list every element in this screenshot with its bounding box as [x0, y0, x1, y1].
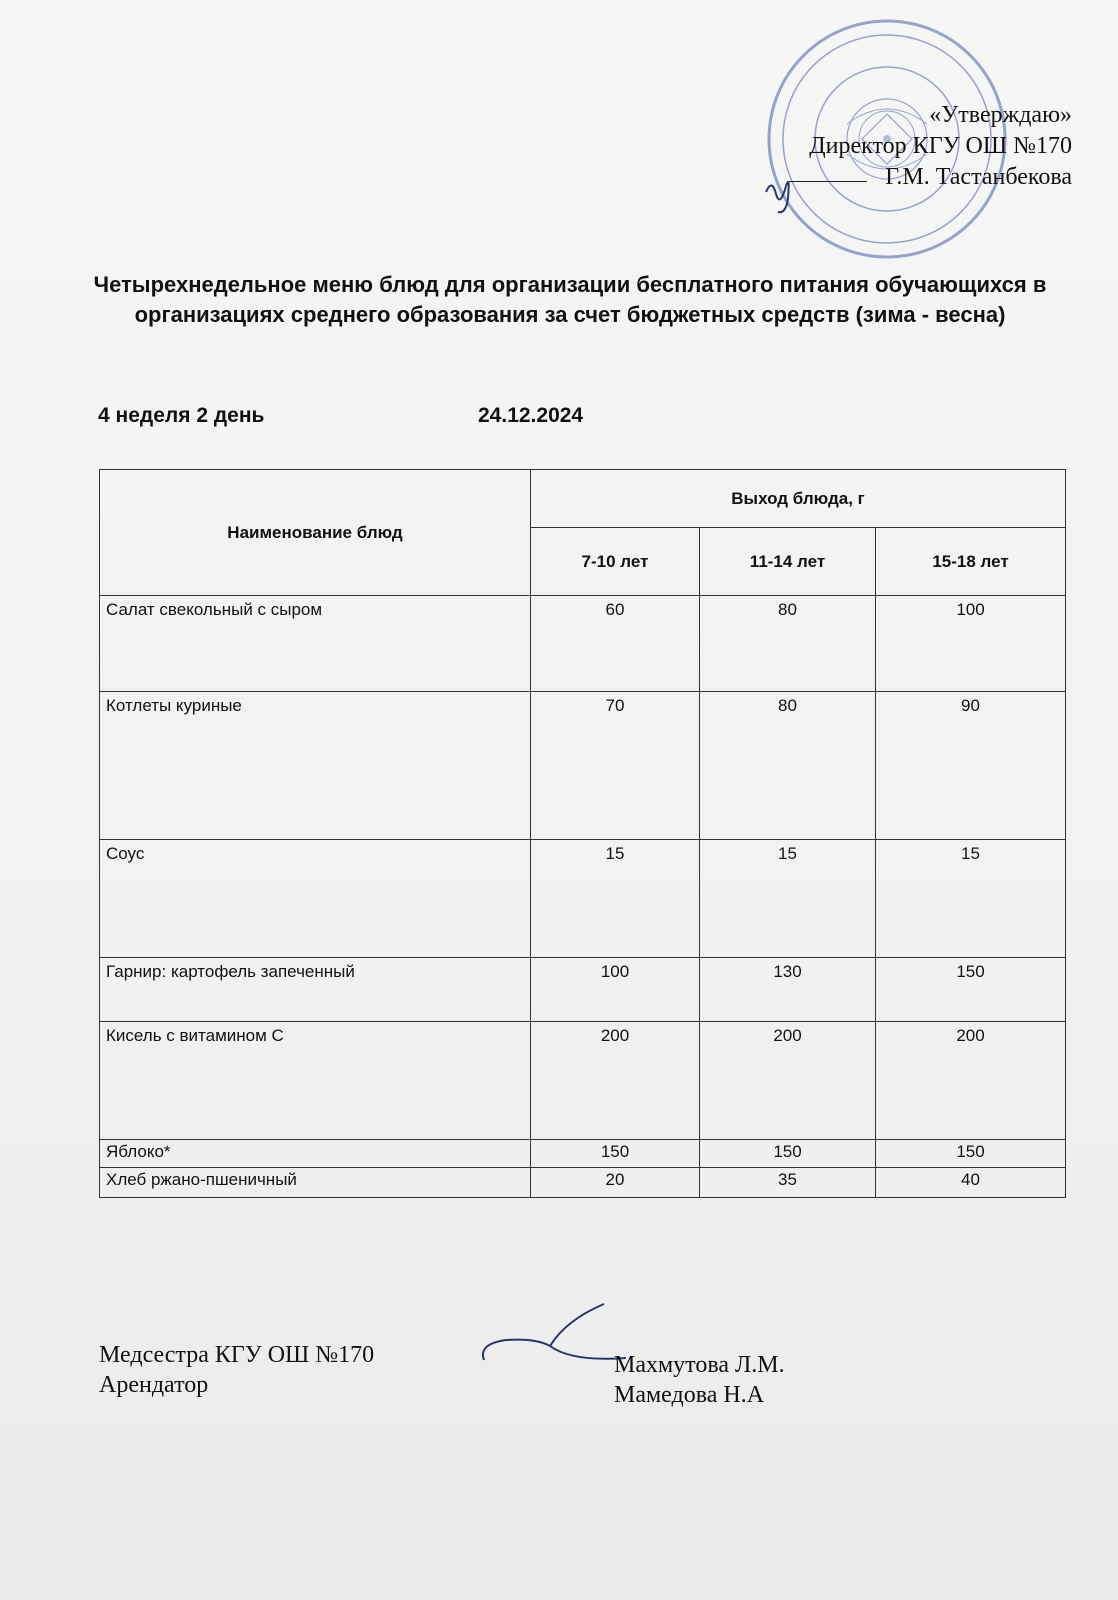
- dish-value: 200: [876, 1022, 1066, 1140]
- dish-name: Гарнир: картофель запеченный: [100, 958, 531, 1022]
- dish-value: 100: [876, 596, 1066, 692]
- dish-value: 100: [531, 958, 700, 1022]
- table-row: [100, 692, 1066, 840]
- dish-value: 35: [700, 1168, 876, 1198]
- table-row: [100, 596, 1066, 692]
- week-day-label: 4 неделя 2 день: [98, 404, 265, 427]
- dish-value: 20: [531, 1168, 700, 1198]
- dish-value: 80: [700, 692, 876, 840]
- dish-value: 150: [876, 958, 1066, 1022]
- table-header-row: [100, 470, 1066, 528]
- signature-names: [614, 1350, 785, 1410]
- dish-value: 70: [531, 692, 700, 840]
- table-row: [100, 958, 1066, 1022]
- dish-value: 15: [700, 840, 876, 958]
- approval-name: Г.М. Тастанбекова: [885, 164, 1072, 190]
- table-row: [100, 1022, 1066, 1140]
- menu-table: [99, 469, 1066, 1198]
- header-output: Выход блюда, г: [531, 470, 1066, 528]
- dish-name: Хлеб ржано-пшеничный: [100, 1168, 531, 1198]
- approval-heading: «Утверждаю»: [929, 102, 1072, 128]
- nurse-role: Медсестра КГУ ОШ №170: [99, 1342, 375, 1368]
- header-dish-name: Наименование блюд: [100, 470, 531, 596]
- page-title: Четырехнедельное меню блюд для организации бесплатного питания обучающихся в организациях среднего образования за счет бюджетных средств (зима - весна): [93, 272, 1047, 327]
- approval-block: [789, 100, 1072, 193]
- table-row: [100, 1140, 1066, 1168]
- dish-value: 130: [700, 958, 876, 1022]
- dish-value: 150: [700, 1140, 876, 1168]
- dish-value: 15: [531, 840, 700, 958]
- dish-value: 150: [531, 1140, 700, 1168]
- dish-name: Соус: [100, 840, 531, 958]
- nurse-signature: [476, 1300, 636, 1380]
- table-row: [100, 840, 1066, 958]
- table-row: [100, 1168, 1066, 1198]
- dish-value: 60: [531, 596, 700, 692]
- nurse-name: Махмутова Л.М.: [614, 1352, 785, 1378]
- dish-value: 80: [700, 596, 876, 692]
- dish-name: Котлеты куриные: [100, 692, 531, 840]
- dish-name: Яблоко*: [100, 1140, 531, 1168]
- dish-name: Кисель с витамином С: [100, 1022, 531, 1140]
- signature-roles: [99, 1340, 374, 1400]
- dish-value: 200: [700, 1022, 876, 1140]
- dish-name: Салат свекольный с сыром: [100, 596, 531, 692]
- director-signature: [758, 168, 828, 218]
- header-age-15-18: 15-18 лет: [876, 528, 1066, 596]
- header-age-7-10: 7-10 лет: [531, 528, 700, 596]
- dish-value: 150: [876, 1140, 1066, 1168]
- header-age-11-14: 11-14 лет: [700, 528, 876, 596]
- approval-name-line: [789, 162, 1072, 193]
- menu-date: 24.12.2024: [478, 404, 584, 427]
- tenant-name: Мамедова Н.А: [614, 1382, 765, 1408]
- dish-value: 40: [876, 1168, 1066, 1198]
- dish-value: 90: [876, 692, 1066, 840]
- tenant-role: Арендатор: [99, 1372, 209, 1398]
- approval-position: Директор КГУ ОШ №170: [809, 133, 1072, 159]
- dish-value: 15: [876, 840, 1066, 958]
- dish-value: 200: [531, 1022, 700, 1140]
